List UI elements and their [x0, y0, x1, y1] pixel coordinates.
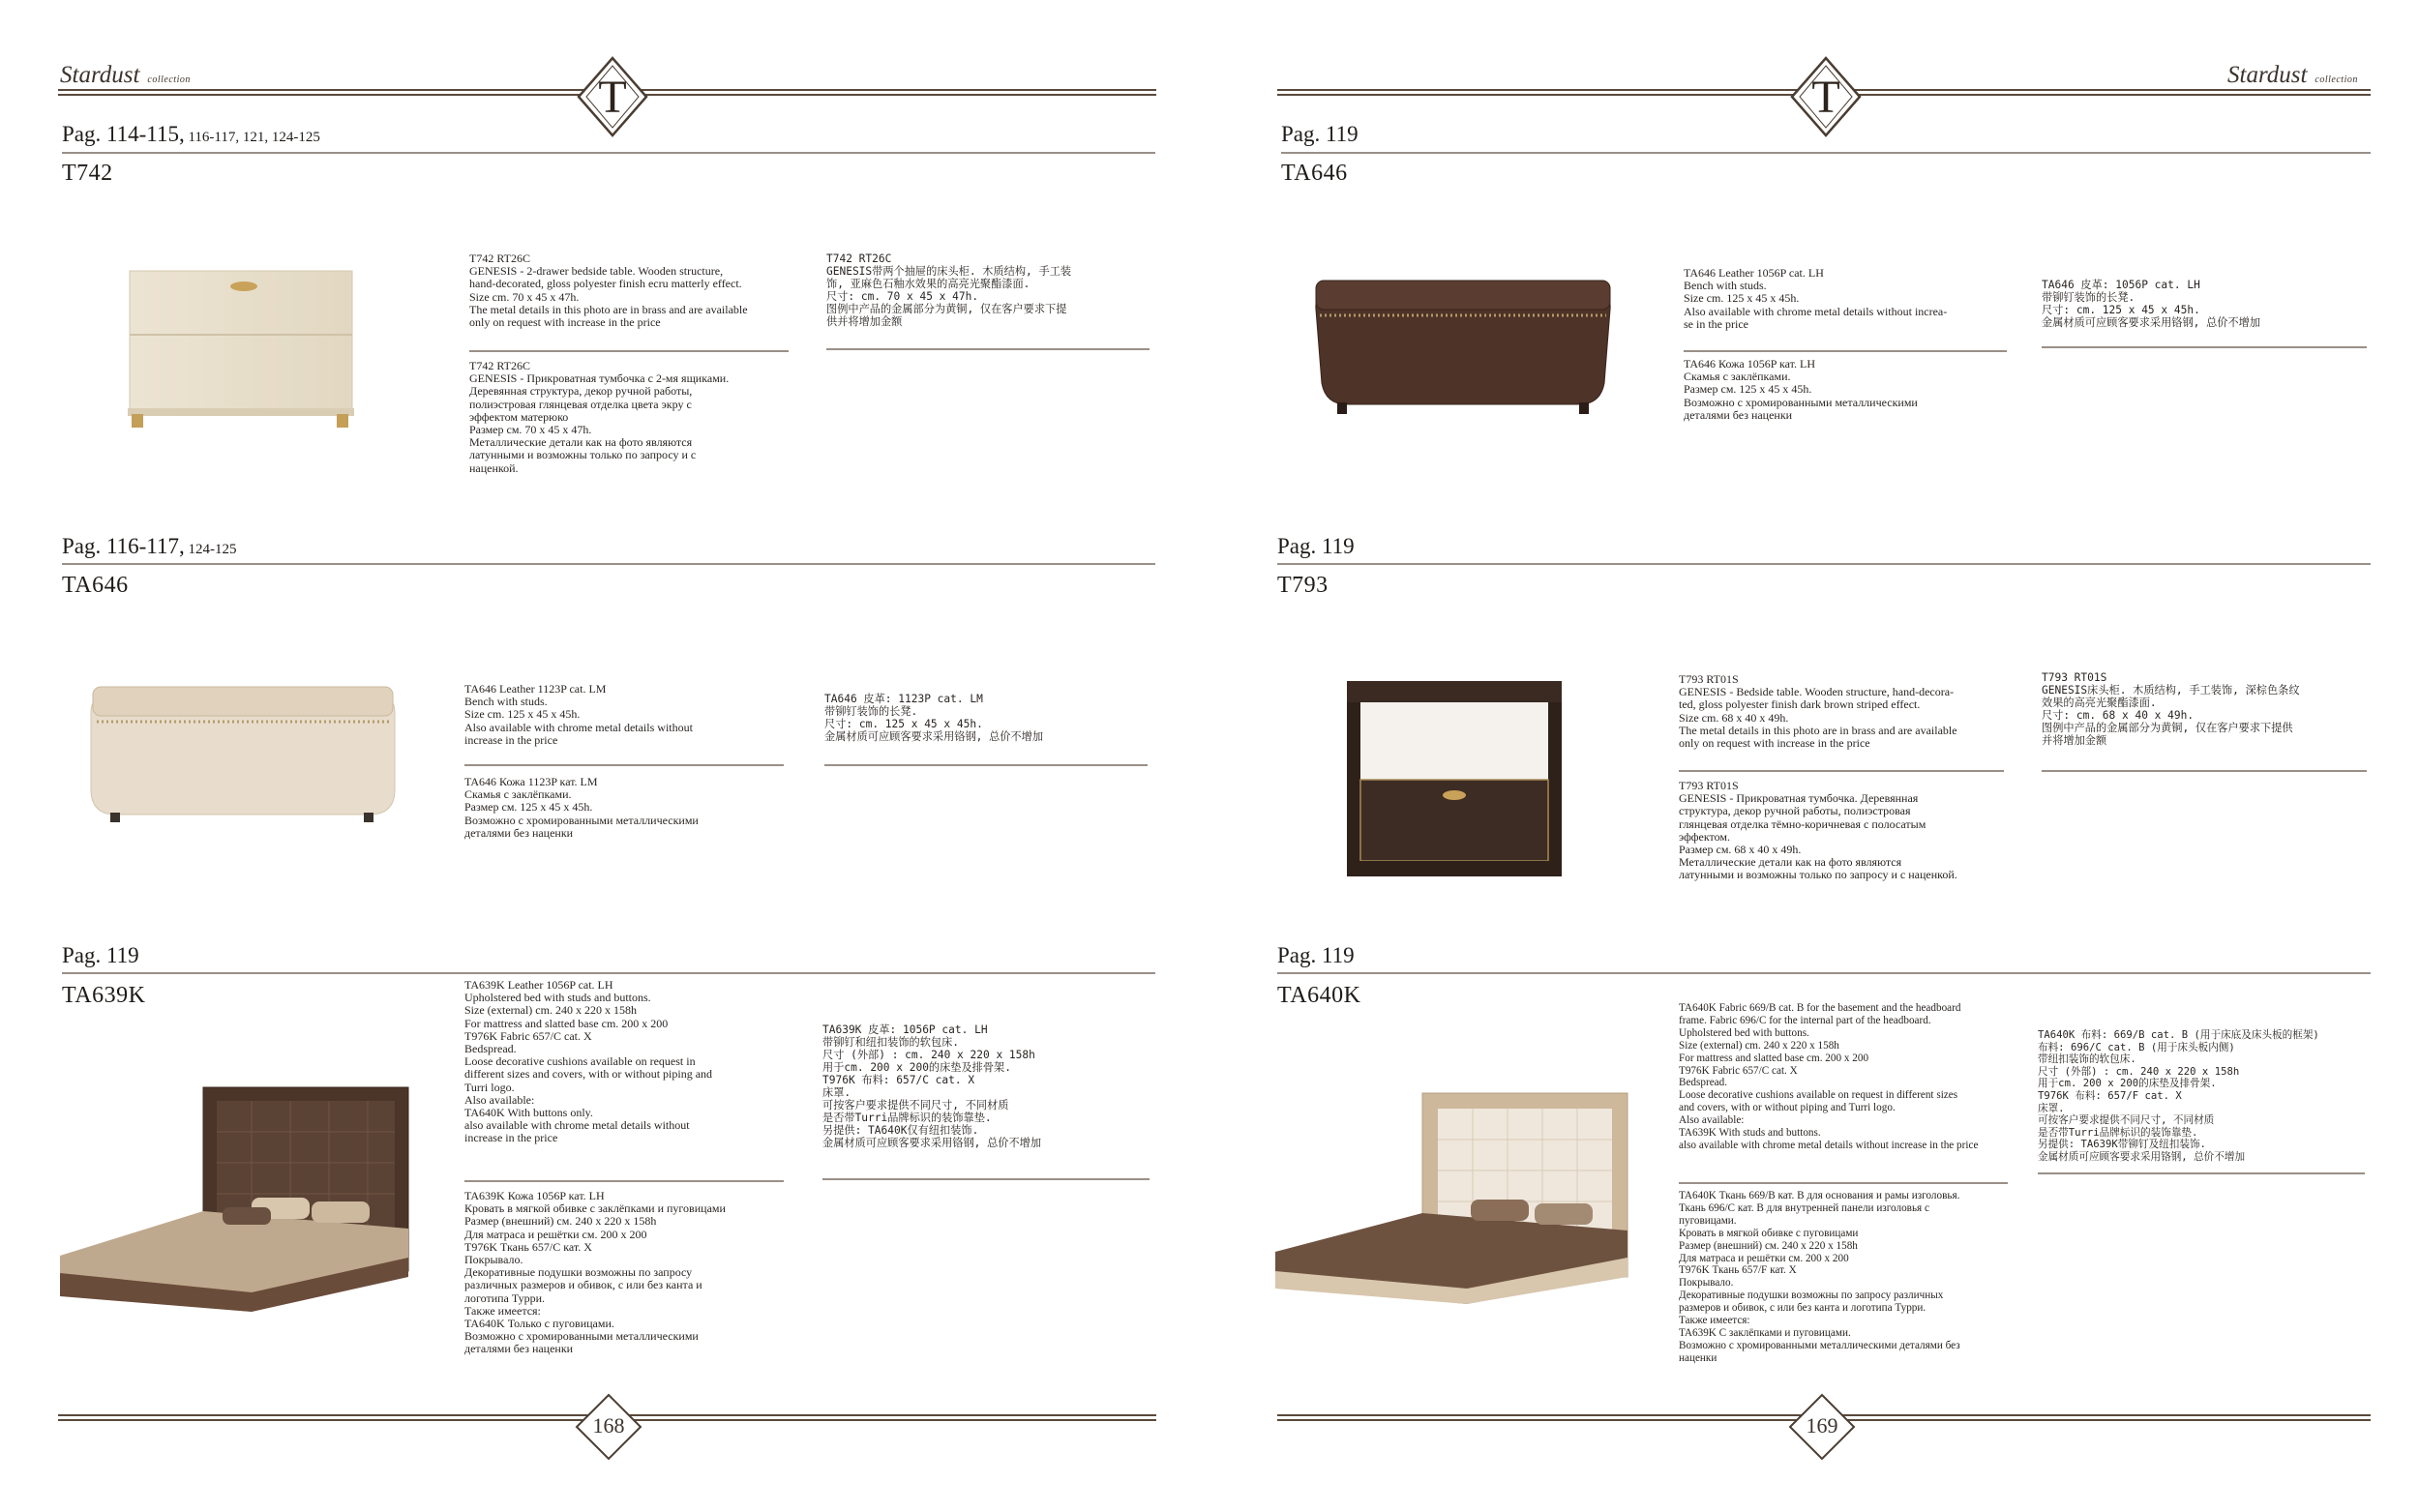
divider [1679, 1182, 2008, 1184]
product-image-ta640k-bed [1268, 1089, 1635, 1308]
product-image-t793 [1343, 677, 1566, 880]
divider [1684, 350, 2007, 352]
brand-logo-right: Stardust collection [2227, 62, 2358, 88]
description-en: TA640K Fabric 669/B cat. B for the basement and the headboard frame. Fabric 696/C for the internal part of the headboard. Upholstered bed with buttons. Size (external) cm. 240 x 220 x 158h For mattress and slatted base cm. 200 x 200 T976K Fabric 657/C cat. X Bedspread. Loose decorative cushions available on request in different sizes and covers, with or without piping and Turri logo. Also available: TA639K With studs and buttons. also available with chrome metal details without increase in the price [1679, 1002, 1979, 1151]
product-image-ta639k-bed [58, 1083, 416, 1316]
product-code: TA646 [62, 573, 129, 598]
page-reference: Pag. 119 [1277, 943, 1355, 967]
divider [62, 563, 1155, 565]
description-zh: TA646 皮革: 1123P cat. LM 带铆钉装饰的长凳. 尺寸: cm. 125 x 45 x 45h. 金属材质可应顾客要求采用铬钢, 总价不增加 [824, 693, 1044, 743]
divider [2038, 1172, 2365, 1174]
divider [822, 1178, 1150, 1180]
description-ru: T793 RT01S GENESIS - Прикроватная тумбочка. Деревянная структура, декор ручной работы, полиэстровая глянцевая отделка тёмно-коричневая с полосатым эффектом. Размер см. 68 x 40 x 49h. Металлические детали как на фото являются латунными и возможны только по запросу и с наценкой. [1679, 779, 1957, 882]
product-code: T793 [1277, 573, 1329, 598]
description-ru: TA646 Кожа 1056P кат. LH Скамья с заклёпками. Размер см. 125 x 45 x 45h. Возможно с хромированными металлическими деталями без наценки [1684, 357, 1918, 422]
product-image-ta646-brown [1308, 277, 1618, 418]
description-zh: TA646 皮革: 1056P cat. LH 带铆钉装饰的长凳. 尺寸: cm. 125 x 45 x 45h. 金属材质可应顾客要求采用铬钢, 总价不增加 [2042, 279, 2261, 329]
divider [62, 152, 1155, 154]
description-zh: T742 RT26C GENESIS带两个抽屉的床头柜. 木质结构, 手工装 饰, 亚麻色石釉水效果的高亮光聚酯漆面. 尺寸: cm. 70 x 45 x 47h. 图例中产品的金属部分为黄铜, 仅在客户要求下提 供并将增加金额 [826, 252, 1072, 328]
description-en: TA646 Leather 1123P cat. LM Bench with studs. Size cm. 125 x 45 x 45h. Also available with chrome metal details without increase in the price [464, 682, 693, 747]
divider [1277, 563, 2371, 565]
product-code: T742 [62, 161, 113, 186]
description-en: TA639K Leather 1056P cat. LH Upholstered bed with studs and buttons. Size (external) cm. 240 x 220 x 158h For mattress and slatted base cm. 200 x 200 T976K Fabric 657/C cat. X Bedspread. Loose decorative cushions available on request in different sizes and covers, with or without piping and Turri logo. Also available: TA640K With buttons only. also available with chrome metal details without increase in the price [464, 978, 713, 1145]
description-en: T742 RT26C GENESIS - 2-drawer bedside table. Wooden structure, hand-decorated, gloss polyester finish ecru matterly effect. Size cm. 70 x 45 x 47h. The metal details in this photo are in brass and are available only on request with increase in the price [469, 252, 748, 330]
product-code: TA646 [1281, 161, 1348, 186]
divider [464, 1180, 784, 1182]
description-zh: TA639K 皮革: 1056P cat. LH 带铆钉和纽扣装饰的软包床. 尺寸 (外部) : cm. 240 x 220 x 158h 用于cm. 200 x 200的床垫及排骨架. T976K 布料: 657/C cat. X 床罩. 可按客户要求提供不同尺寸, 不同材质 是否带Turri品牌标识的装饰靠垫. 另提供: TA640K仅有纽扣装饰. 金属材质可应顾客要求采用铬钢, 总价不增加 [822, 1023, 1042, 1149]
product-image-t742 [122, 267, 364, 428]
page-reference: Pag. 119 [1277, 534, 1355, 558]
description-en: TA646 Leather 1056P cat. LH Bench with studs. Size cm. 125 x 45 x 45h. Also available with chrome metal details without increa- se in the price [1684, 266, 1948, 331]
divider [469, 350, 789, 352]
divider [826, 348, 1150, 350]
t-emblem-left-icon [577, 56, 648, 137]
product-image-ta646-cream [83, 683, 403, 828]
page-reference: Pag. 119 [62, 943, 139, 967]
description-ru: T742 RT26C GENESIS - Прикроватная тумбочка с 2-мя ящиками. Деревянная структура, декор ручной работы, полиэстровая глянцевая отделка цвета экру с эффектом матерюко Размер см. 70 x 45 x 47h. Металлические детали как на фото являются латунными и возможны только по запросу и с наценкой. [469, 359, 730, 475]
page-reference: Pag. 116-117, 124-125 [62, 534, 237, 558]
svg-text:T: T [598, 72, 627, 123]
page-reference: Pag. 114-115, 116-117, 121, 124-125 [62, 122, 320, 146]
brand-logo-left: Stardust collection [60, 62, 191, 88]
page-number: 168 [592, 1413, 625, 1438]
description-ru: TA640K Ткань 669/B кат. B для основания и рамы изголовья. Ткань 696/C кат. B для внутренней панели изголовья с пуговицами. Кровать в мягкой обивке с пуговицами Размер (внешний) см. 240 x 220 x 158h Для матраса и решётки см. 200 x 200 T976K Ткань 657/F кат. X Покрывало. Декоративные подушки возможны по запросу различных размеров и обивок, с или без канта и логотипа Турри. Также имеется: TA639K С заклёпками и пуговицами. Возможно с хромированными металлическими деталями без наценки [1679, 1190, 1960, 1364]
description-ru: TA646 Кожа 1123P кат. LM Скамья с заклёпками. Размер см. 125 x 45 x 45h. Возможно с хромированными металлическими деталями без наценки [464, 775, 699, 840]
divider [2042, 770, 2367, 772]
description-zh: TA640K 布料: 669/B cat. B (用于床底及床头板的框架) 布料: 696/C cat. B (用于床头板内侧) 带纽扣装饰的软包床. 尺寸 (外部) : cm. 240 x 220 x 158h 用于cm. 200 x 200的床垫及排骨架. T976K 布料: 657/F cat. X 床罩. 可按客户要求提供不同尺寸, 不同材质 是否带Turri品牌标识的装饰靠垫. 另提供: TA639K带铆钉及纽扣装饰. 金属材质可应顾客要求采用铬钢, 总价不增加 [2038, 1029, 2319, 1163]
description-en: T793 RT01S GENESIS - Bedside table. Wooden structure, hand-decora- ted, gloss polyester finish dark brown striped effect. Size cm. 68 x 40 x 49h. The metal details in this photo are in brass and are available only on request with increase in the price [1679, 672, 1957, 751]
description-zh: T793 RT01S GENESIS床头柜. 木质结构, 手工装饰, 深棕色条纹 效果的高亮光聚酯漆面. 尺寸: cm. 68 x 40 x 49h. 图例中产品的金属部分为黄铜, 仅在客户要求下提供 并将增加金额 [2042, 671, 2300, 747]
t-emblem-right-icon [1790, 56, 1862, 137]
divider [1679, 770, 2004, 772]
divider [1281, 152, 2371, 154]
divider [2042, 346, 2367, 348]
divider [464, 764, 784, 766]
divider [824, 764, 1148, 766]
product-code: TA639K [62, 983, 146, 1008]
product-code: TA640K [1277, 983, 1361, 1008]
divider [62, 972, 1155, 974]
svg-text:T: T [1811, 72, 1840, 123]
page-reference: Pag. 119 [1281, 122, 1359, 146]
divider [1277, 972, 2371, 974]
page-number: 169 [1806, 1413, 1838, 1438]
description-ru: TA639K Кожа 1056P кат. LH Кровать в мягкой обивке с заклёпками и пуговицами Размер (внешний) см. 240 x 220 x 158h Для матраса и решётки см. 200 x 200 T976K Ткань 657/C кат. X Покрывало. Декоративные подушки возможны по запросу различных размеров и обивок, с или без канта и логотипа Турри. Также имеется: TA640K Только с пуговицами. Возможно с хромированными металлическими деталями без наценки [464, 1189, 726, 1356]
